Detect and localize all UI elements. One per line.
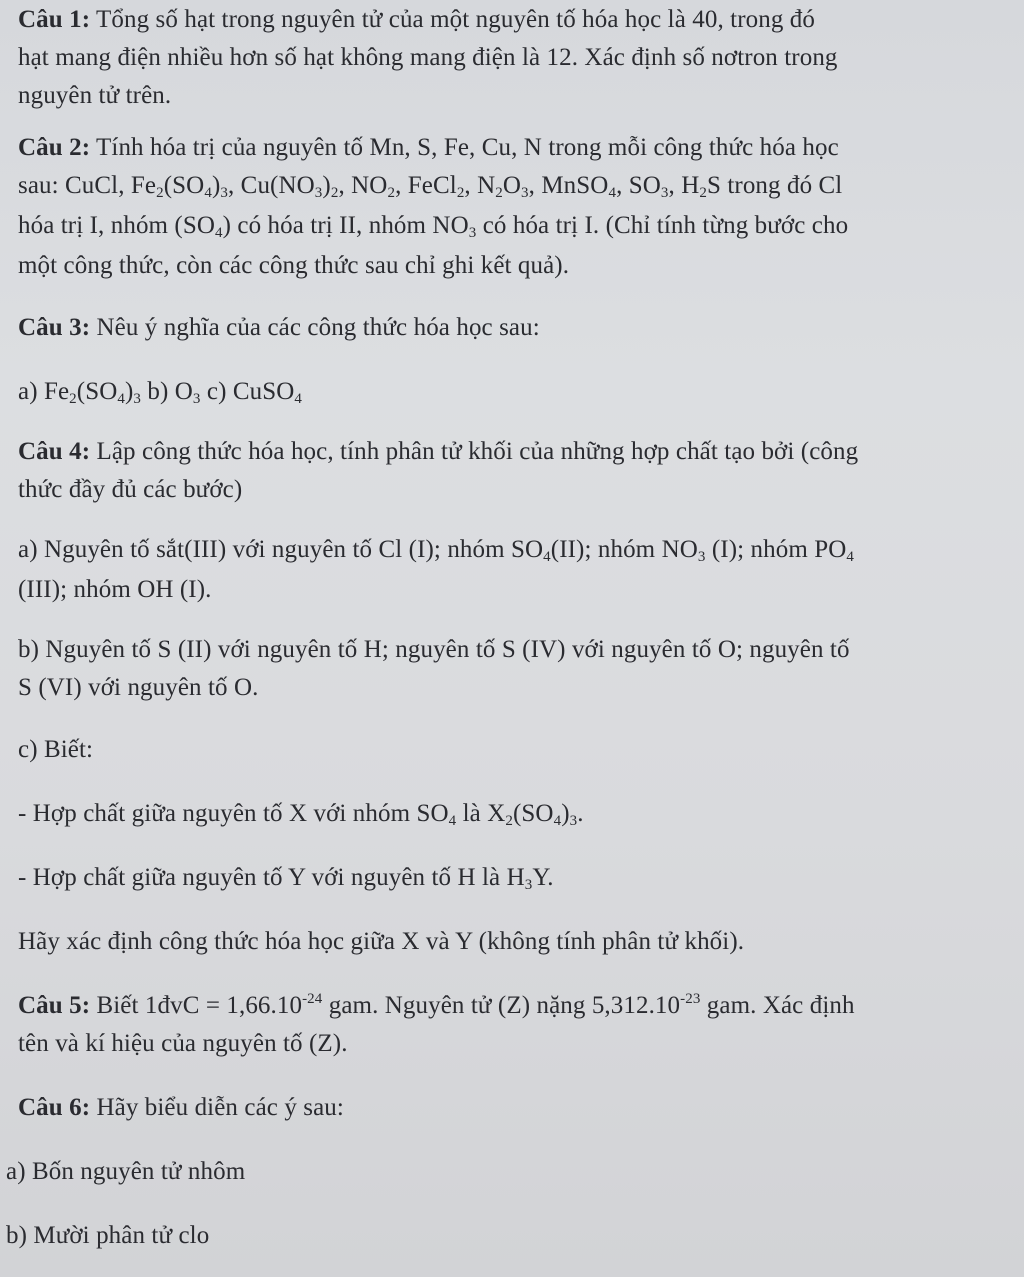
q4-c-text-1a: - Hợp chất giữa nguyên tố X với nhóm SO — [18, 800, 449, 827]
q4-line-2: thức đầy đủ các bước) — [18, 476, 243, 503]
q5-line-2: tên và kí hiệu của nguyên tố (Z). — [18, 1030, 348, 1057]
q1-label: Câu 1: — [18, 6, 91, 33]
q2-line-1 — [18, 132, 994, 164]
q3-text-2b: b) O — [141, 378, 193, 405]
q4-c-line-3: Hãy xác định công thức hóa học giữa X và Y (không tính phân tử khối). — [18, 928, 745, 955]
q3-text-1: Nêu ý nghĩa của các công thức hóa học sau: — [90, 314, 540, 341]
q5-text-1a: Biết 1đvC = 1,66.10 — [90, 992, 303, 1019]
q3-line-2: a) $Fe_2(SO_4)_3$ b) $O_3$ c) CuSO$_4$ — [18, 378, 302, 407]
q5-line-1 — [18, 990, 994, 1022]
q2-text-3b: ) có hóa trị II, nhóm NO — [222, 212, 469, 239]
q4-b-line-2: S (VI) với nguyên tố O. — [18, 674, 259, 701]
q2-text-2a: sau: CuCl, Fe — [18, 172, 157, 199]
q4-label: Câu 4: — [18, 438, 91, 465]
q6-line-1 — [18, 1092, 994, 1124]
q1-line-3: nguyên tử trên. — [18, 82, 172, 109]
q4-c-text-2a: - Hợp chất giữa nguyên tố Y với nguyên tố H là H — [18, 864, 525, 891]
q5-text-1c: gam. Xác định — [700, 992, 855, 1019]
q5-exponent-1: -24 — [302, 991, 323, 1007]
q4-b-line-1: b) Nguyên tố S (II) với nguyên tố H; nguyên tố S (IV) với nguyên tố O; nguyên tố — [18, 636, 850, 663]
q2-line-4: một công thức, còn các công thức sau chỉ ghi kết quả). — [18, 252, 570, 279]
q1-line-1 — [18, 4, 994, 36]
q3-text-2c: c) CuSO — [200, 378, 295, 405]
q6-text-1: Hãy biểu diễn các ý sau: — [90, 1094, 344, 1121]
q6-a-line: a) Bốn nguyên tử nhôm — [6, 1158, 246, 1185]
q5-exponent-2: -23 — [680, 991, 701, 1007]
q3-line-1 — [18, 312, 994, 344]
q2-line-2: sau: CuCl, $Fe_2(SO_4)_3$, $Cu(NO_3)_2$, $NO_2$, FeCl$_2$, $N_2O_3$, MnSO$_4$, $SO_3$, $H_2S$ trong đó Cl — [18, 172, 843, 201]
q4-c-line: c) Biết: — [18, 736, 94, 763]
q4-a-line-2: (III); nhóm OH (I). — [18, 576, 212, 603]
q4-a-line-1: a) Nguyên tố sắt(III) với nguyên tố Cl (I); nhóm $SO_4(II)$; nhóm $NO_3$ (I); nhóm $PO_4$ — [18, 536, 854, 565]
q2-label: Câu 2: — [18, 134, 91, 161]
q2-text-1: Tính hóa trị của nguyên tố Mn, S, Fe, Cu, N trong mỗi công thức hóa học — [90, 134, 839, 161]
q6-label: Câu 6: — [18, 1094, 91, 1121]
q6-b-line: b) Mười phân tử clo — [6, 1222, 210, 1249]
q3-label: Câu 3: — [18, 314, 91, 341]
q4-c-text-1b: là X — [456, 800, 506, 827]
q2-text-3c: có hóa trị I. (Chỉ tính từng bước cho — [476, 212, 849, 239]
q2-line-3: hóa trị I, nhóm $(SO_4)$ có hóa trị II, nhóm $NO_3$ có hóa trị I. (Chỉ tính từng bước cho — [18, 212, 849, 241]
q1-line-2: hạt mang điện nhiều hơn số hạt không mang điện là 12. Xác định số nơtron trong — [18, 44, 838, 71]
q5-label: Câu 5: — [18, 992, 91, 1019]
q3-text-2a: a) Fe — [18, 378, 70, 405]
q5-text-1b: gam. Nguyên tử (Z) nặng 5,312.10 — [322, 992, 681, 1019]
q4-c-line-2: - Hợp chất giữa nguyên tố Y với nguyên tố H là $H_3Y$. — [18, 864, 554, 893]
q2-text-3a: hóa trị I, nhóm (SO — [18, 212, 216, 239]
q2-text-2b: trong đó Cl — [721, 172, 843, 199]
q4-text-1: Lập công thức hóa học, tính phân tử khối của những hợp chất tạo bởi (công — [90, 438, 859, 465]
q4-c-text-2b: Y. — [532, 864, 554, 891]
q4-line-1 — [18, 436, 994, 468]
q4-a-text-1c: (I); nhóm PO — [705, 536, 847, 563]
q1-text-1: Tổng số hạt trong nguyên tử của một nguyên tố hóa học là 40, trong đó — [90, 6, 815, 33]
q4-a-text-1b: (II); nhóm NO — [550, 536, 698, 563]
q4-c-line-1: - Hợp chất giữa nguyên tố X với nhóm $SO_4$ là $X_2(SO_4)_3$. — [18, 800, 584, 829]
q4-a-text-1a: a) Nguyên tố sắt(III) với nguyên tố Cl (I); nhóm SO — [18, 536, 544, 563]
